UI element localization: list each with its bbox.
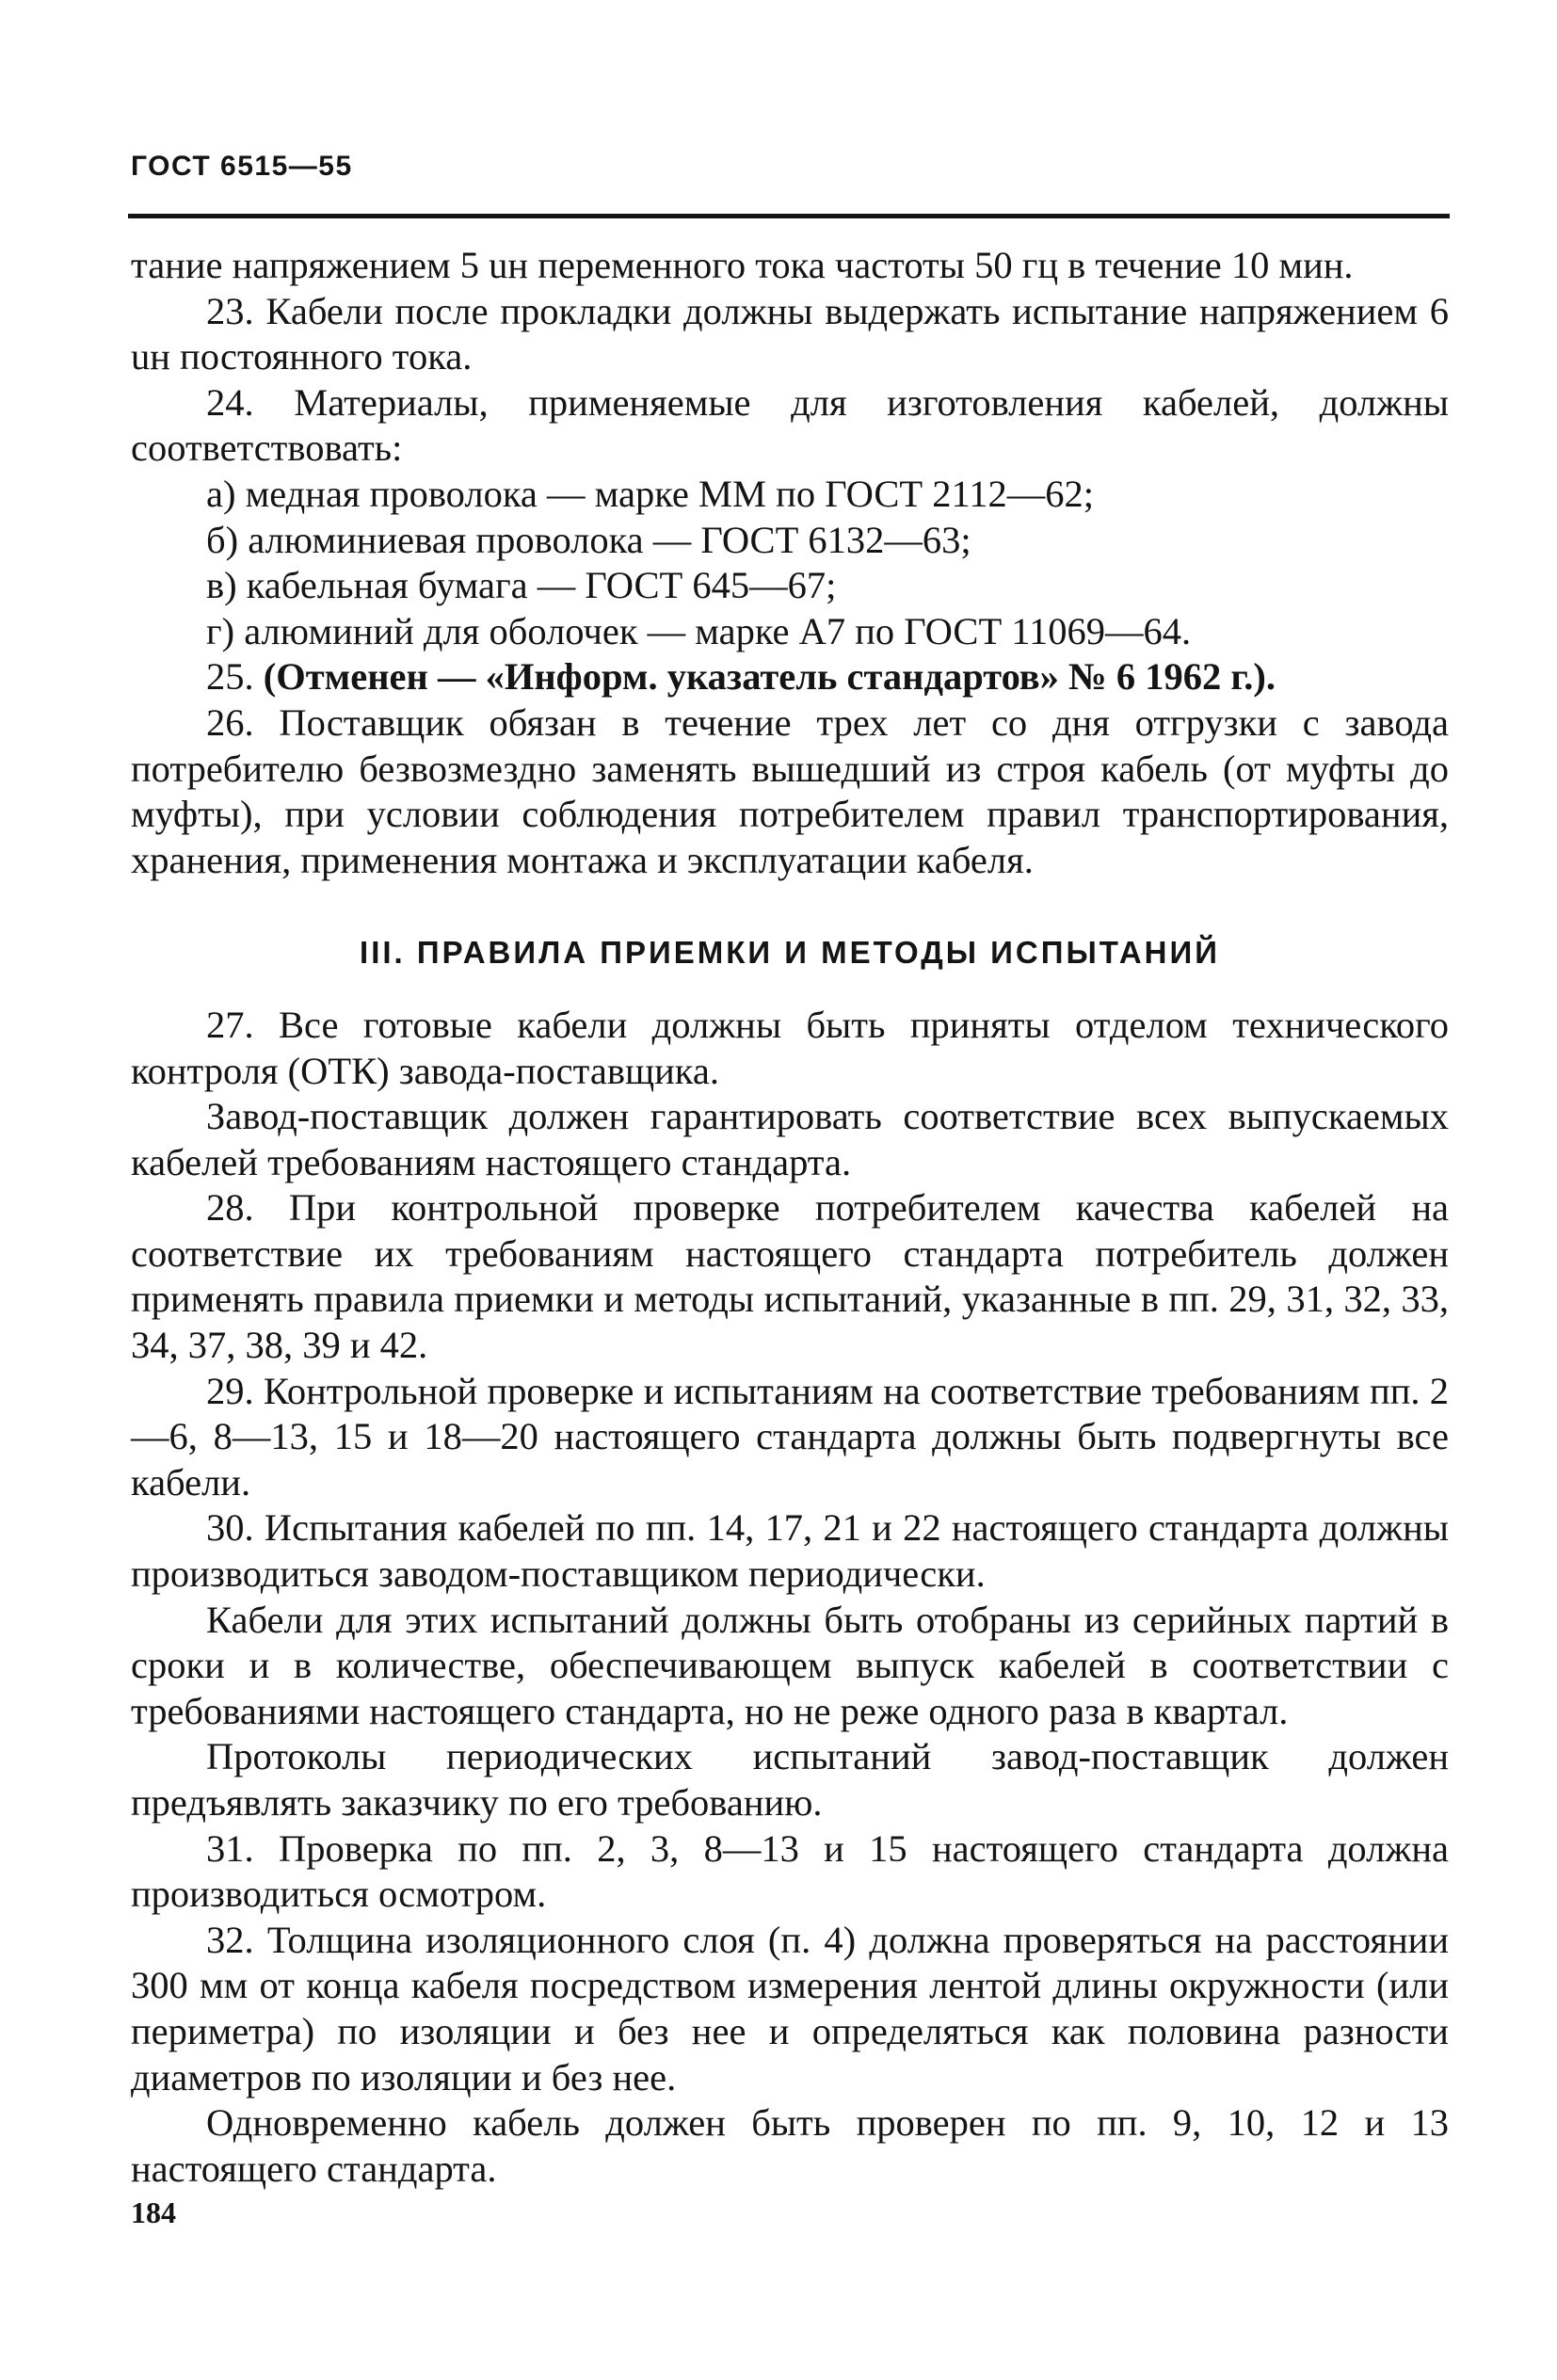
paragraph-23: 23. Кабели после прокладки должны выдержать испытание напряжением 6 uн постоянного тока. bbox=[131, 289, 1449, 378]
header-rule bbox=[128, 214, 1450, 218]
section-title: III. ПРАВИЛА ПРИЕМКИ И МЕТОДЫ ИСПЫТАНИЙ bbox=[360, 935, 1220, 971]
paragraph-29: 29. Контрольной проверке и испытаниям на соответствие требованиям пп. 2—6, 8—13, 15 и 18—20 настоящего стандарта должны быть подвергнуты все кабели. bbox=[131, 1369, 1449, 1504]
paragraph-30-protocols: Протоколы периодических испытаний завод-поставщик должен предъявлять заказчику по его требованию. bbox=[131, 1735, 1449, 1824]
paragraph-25 bbox=[131, 654, 1449, 700]
paragraph-27-continued: Завод-поставщик должен гарантировать соответствие всех выпускаемых кабелей требованиям настоящего стандарта. bbox=[131, 1095, 1449, 1183]
paragraph-30-selection: Кабели для этих испытаний должны быть отобраны из серийных партий в сроки и в количестве, обеспечивающем выпуск кабелей в соответствии с требованиями настоящего стандарта, но не реже одного раза в квартал. bbox=[131, 1598, 1449, 1732]
page-number: 184 bbox=[131, 2195, 176, 2229]
paragraph-30: 30. Испытания кабелей по пп. 14, 17, 21 и 22 настоящего стандарта должны производиться заводом-поставщиком периодически. bbox=[131, 1506, 1449, 1596]
paragraph-25-cancelled-note: (Отменен — «Информ. указатель стандартов» № 6 1962 г.). bbox=[263, 655, 1276, 699]
list-item-b: б) алюминиевая проволока — ГОСТ 6132—63; bbox=[206, 518, 971, 561]
paragraph-continuation: тание напряжением 5 uн переменного тока частоты 50 гц в течение 10 мин. bbox=[131, 244, 1354, 286]
paragraph-31: 31. Проверка по пп. 2, 3, 8—13 и 15 настоящего стандарта должна производиться осмотром. bbox=[131, 1826, 1449, 1916]
list-item-g: г) алюминий для оболочек — марке А7 по ГОСТ 11069—64. bbox=[206, 609, 1192, 652]
paragraph-26: 26. Поставщик обязан в течение трех лет со дня отгрузки с завода потребителю безвозмездно заменять вышедший из строя кабель (от муфты до муфты), при условии соблюдения потребителем правил транспортирования, хранения, применения монтажа и эксплуатации кабеля. bbox=[131, 700, 1449, 881]
paragraph-32: 32. Толщина изоляционного слоя (п. 4) должна проверяться на расстоянии 300 мм от конца кабеля посредством измерения лентой длины окружности (или периметра) по изоляции и без нее и определяться как половина разности диаметров по изоляции и без нее. bbox=[131, 1918, 1449, 2099]
paragraph-25-number: 25. bbox=[206, 655, 254, 699]
document-body bbox=[131, 243, 1449, 2192]
paragraph-32-continued: Одновременно кабель должен быть проверен по пп. 9, 10, 12 и 13 настоящего стандарта. bbox=[131, 2101, 1449, 2190]
list-item-a: а) медная проволока — марке ММ по ГОСТ 2112—62; bbox=[206, 472, 1094, 515]
standard-code-header: ГОСТ 6515—55 bbox=[131, 151, 353, 182]
paragraph-28: 28. При контрольной проверке потребителем качества кабелей на соответствие их требованиям настоящего стандарта потребитель должен применять правила приемки и методы испытаний, указанные в пп. 29, 31, 32, 33, 34, 37, 38, 39 и 42. bbox=[131, 1186, 1449, 1367]
paragraph-24: 24. Материалы, применяемые для изготовления кабелей, должны соответствовать: bbox=[131, 380, 1449, 470]
list-item-v: в) кабельная бумага — ГОСТ 645—67; bbox=[206, 564, 837, 607]
paragraph-27: 27. Все готовые кабели должны быть приняты отделом технического контроля (ОТК) завода-поставщика. bbox=[131, 1003, 1449, 1092]
